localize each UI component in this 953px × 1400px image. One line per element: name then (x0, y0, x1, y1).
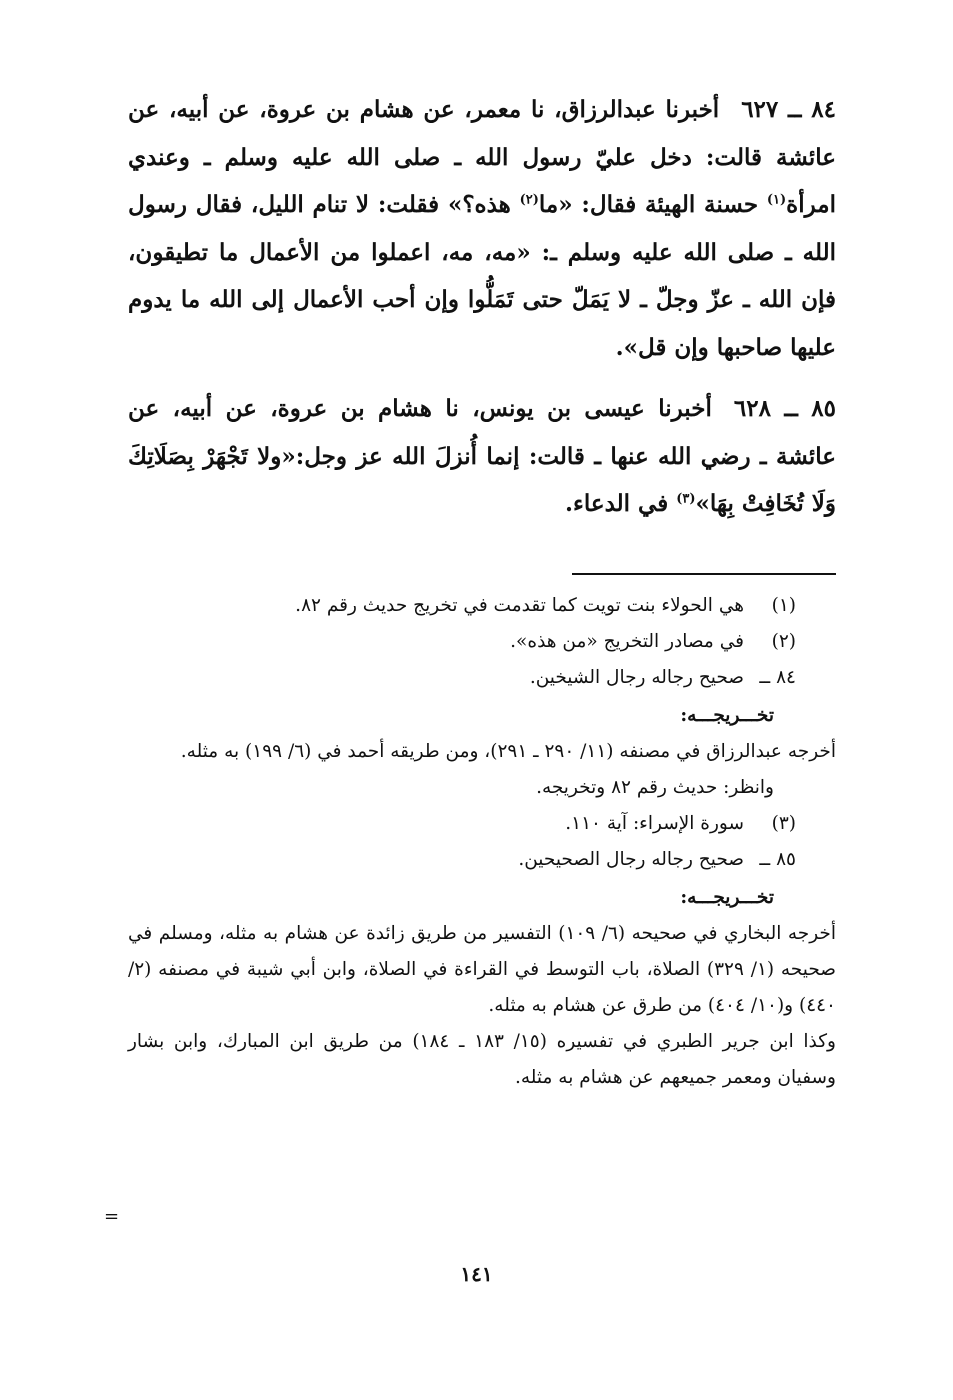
footnotes (128, 588, 836, 1096)
takhrij-text: وكذا ابن جرير الطبري في تفسيره (١٥/ ١٨٣ ـ ١٨٤) من طريق ابن المبارك، وابن بشار وسفيان ومعمر جميعهم عن هشام به مثله. (128, 1031, 836, 1088)
quran-quote: «ولا تَجْهَرْ بِصَلَاتِكَ وَلَا تُخَافِتْ بِهَا» (128, 442, 836, 517)
note-84 (128, 660, 836, 696)
note-number: ٨٤ ــ (759, 667, 796, 688)
takhrij-text: أخرجه عبدالرزاق في مصنفه (١١/ ٢٩٠ ـ ٢٩١)، ومن طريقه أحمد في (٦/ ١٩٩) به مثله. (180, 741, 836, 762)
hadith-627 (128, 86, 836, 371)
main-text (128, 86, 836, 528)
takhrij-heading: تخـــريجـــه: (680, 705, 774, 726)
continuation-mark: = (104, 1206, 120, 1227)
page-number: ١٤١ (460, 1262, 493, 1286)
footnote-ref: (٢) (519, 192, 539, 208)
note-text: صحيح رجاله رجال الصحيحين. (518, 849, 744, 870)
hadith-628 (128, 385, 836, 528)
hadith-text: أخبرنا عيسى بن يونس، نا هشام بن عروة، عن أبيه، عن عائشة ـ رضي الله عنها ـ قالت: إنما أُنزلَ الله عز وجل: (128, 395, 837, 470)
footnote-number: (٣) (771, 813, 796, 834)
footnote-3 (128, 806, 836, 842)
footnote-ref: (١) (766, 192, 787, 208)
takhrij-text: وانظر: حديث رقم ٨٢ وتخريجه. (536, 777, 774, 798)
footnote-text: هي الحولاء بنت تويت كما تقدمت في تخريج حديث رقم ٨٢. (295, 595, 744, 616)
footnote-number: (١) (771, 595, 796, 616)
hadith-text: في الدعاء. (565, 490, 677, 517)
hadith-text: هذه؟» فقلت: لا تنام الليل، فقال رسول الله ـ صلى الله عليه وسلم ـ: «مه، مه، اعملوا من الأعمال ما تطيقون، فإن الله ـ عزّ وجلّ ـ لا يَمَلّ حتى تَمَلُّوا وإن أحب الأعمال إلى الله ما يدوم عليها صاحبها وإن قل». (128, 191, 836, 361)
footnote-ref: (٣) (676, 491, 696, 507)
hadith-text: حسنة الهيئة فقال: «ما (538, 191, 767, 218)
footnote-text: سورة الإسراء: آية ١١٠. (565, 813, 744, 834)
hadith-number: ٨٤ ــ ٦٢٧ (741, 96, 836, 123)
takhrij-text: أخرجه البخاري في صحيحه (٦/ ١٠٩) التفسير من طريق زائدة عن هشام به مثله، ومسلم في صحيحه (١/ ٣٢٩) الصلاة، باب التوسط في القراءة في الصلاة، وابن أبي شيبة في مصنفه (٢/ ٤٤٠) و(١٠/ ٤٠٤) من طرق عن هشام به مثله. (128, 923, 836, 1016)
hadith-number: ٨٥ ــ ٦٢٨ (733, 395, 836, 422)
footnote-2 (128, 624, 836, 660)
footnote-text: في مصادر التخريج «من هذه». (510, 631, 744, 652)
footnote-1 (128, 588, 836, 624)
hadith-text: أخبرنا عبدالرزاق، نا معمر، عن هشام بن عروة، عن أبيه، عن عائشة قالت: دخل عليّ رسول الله ـ صلى الله عليه وسلم ـ وعندي امرأة (128, 96, 836, 218)
note-85 (128, 842, 836, 878)
takhrij-heading: تخـــريجـــه: (680, 887, 774, 908)
footnote-number: (٢) (771, 631, 796, 652)
footnote-separator (572, 573, 836, 575)
note-text: صحيح رجاله رجال الشيخين. (529, 667, 744, 688)
note-number: ٨٥ ــ (759, 849, 796, 870)
